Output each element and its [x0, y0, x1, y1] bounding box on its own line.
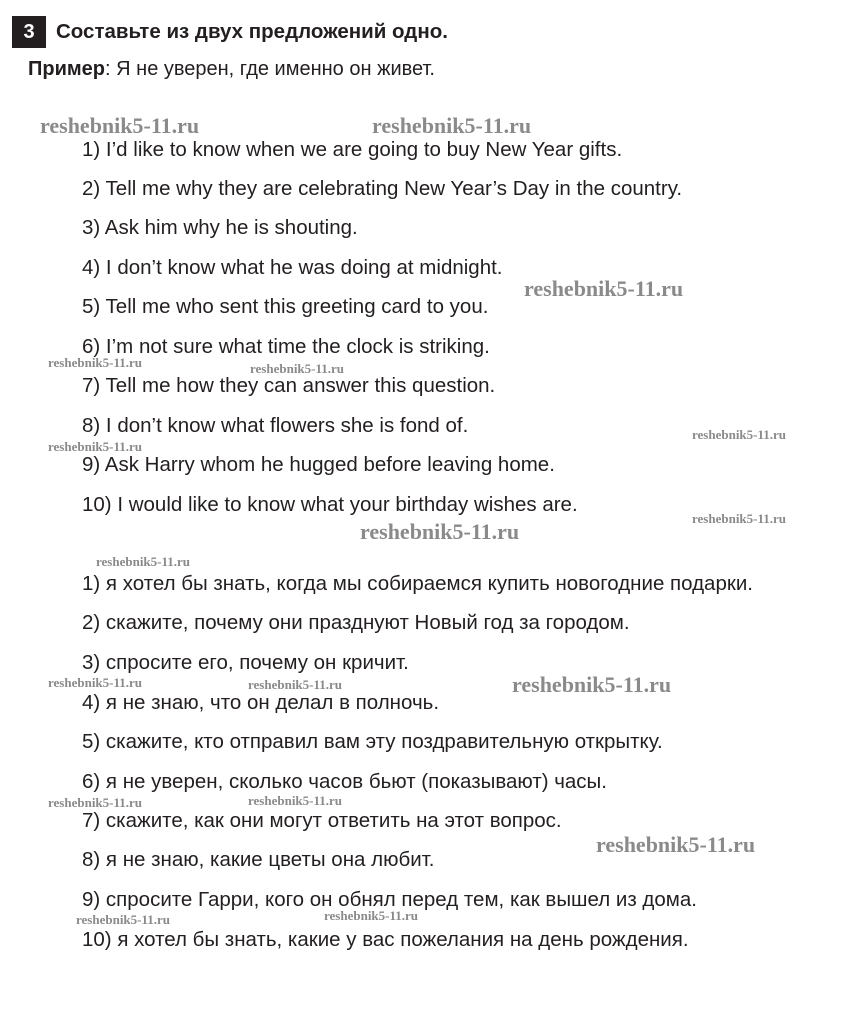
task-header — [12, 16, 448, 48]
watermark: reshebnik5-11.ru — [48, 355, 143, 370]
russian-answer-6: 6) я не уверен, сколько часов бьют (показывают) часы. — [82, 770, 607, 793]
watermark: reshebnik5-11.ru — [48, 439, 143, 454]
russian-answer-8: 8) я не знаю, какие цветы она любит. — [82, 848, 435, 871]
watermark: reshebnik5-11.ru — [76, 912, 171, 927]
english-answer-1: 1) I’d like to know when we are going to buy New Year gifts. — [82, 138, 623, 161]
english-answer-3: 3) Ask him why he is shouting. — [82, 216, 358, 239]
english-answer-5: 5) Tell me who sent this greeting card to you. — [82, 295, 489, 318]
watermark: reshebnik5-11.ru — [692, 511, 787, 526]
english-answer-6: 6) I’m not sure what time the clock is striking. — [82, 335, 490, 358]
english-answer-8: 8) I don’t know what flowers she is fond of. — [82, 414, 469, 437]
watermark: reshebnik5-11.ru — [96, 554, 191, 569]
watermark: reshebnik5-11.ru — [248, 793, 343, 808]
russian-answer-1: 1) я хотел бы знать, когда мы собираемся купить новогодние подарки. — [82, 572, 753, 595]
task-number-badge: 3 — [12, 16, 46, 48]
example-label: Пример — [28, 58, 106, 80]
watermark: reshebnik5-11.ru — [40, 113, 200, 138]
russian-answer-9: 9) спросите Гарри, кого он обнял перед тем, как вышел из дома. — [82, 888, 697, 911]
russian-answer-10: 10) я хотел бы знать, какие у вас пожелания на день рождения. — [82, 928, 689, 951]
english-answer-4: 4) I don’t know what he was doing at midnight. — [82, 256, 503, 279]
example-line — [28, 58, 435, 81]
example-text: : Я не уверен, где именно он живет. — [105, 58, 435, 80]
watermark: reshebnik5-11.ru — [48, 795, 143, 810]
watermark: reshebnik5-11.ru — [512, 672, 672, 697]
russian-answer-2: 2) скажите, почему они празднуют Новый год за городом. — [82, 611, 630, 634]
watermark: reshebnik5-11.ru — [324, 908, 419, 923]
task-title: Составьте из двух предложений одно. — [56, 20, 448, 43]
watermark: reshebnik5-11.ru — [596, 832, 756, 857]
english-answer-2: 2) Tell me why they are celebrating New Year’s Day in the country. — [82, 177, 683, 200]
watermark: reshebnik5-11.ru — [250, 361, 345, 376]
english-answer-10: 10) I would like to know what your birthday wishes are. — [82, 493, 578, 516]
russian-answer-5: 5) скажите, кто отправил вам эту поздравительную открытку. — [82, 730, 663, 753]
russian-answer-7: 7) скажите, как они могут ответить на этот вопрос. — [82, 809, 562, 832]
watermark: reshebnik5-11.ru — [248, 677, 343, 692]
watermark: reshebnik5-11.ru — [524, 276, 684, 301]
watermark: reshebnik5-11.ru — [692, 427, 787, 442]
watermark: reshebnik5-11.ru — [48, 675, 143, 690]
watermark: reshebnik5-11.ru — [360, 519, 520, 544]
english-answer-9: 9) Ask Harry whom he hugged before leaving home. — [82, 453, 555, 476]
russian-answer-4: 4) я не знаю, что он делал в полночь. — [82, 691, 440, 714]
english-answer-7: 7) Tell me how they can answer this question. — [82, 374, 496, 397]
russian-answer-3: 3) спросите его, почему он кричит. — [82, 651, 409, 674]
watermark: reshebnik5-11.ru — [372, 113, 532, 138]
